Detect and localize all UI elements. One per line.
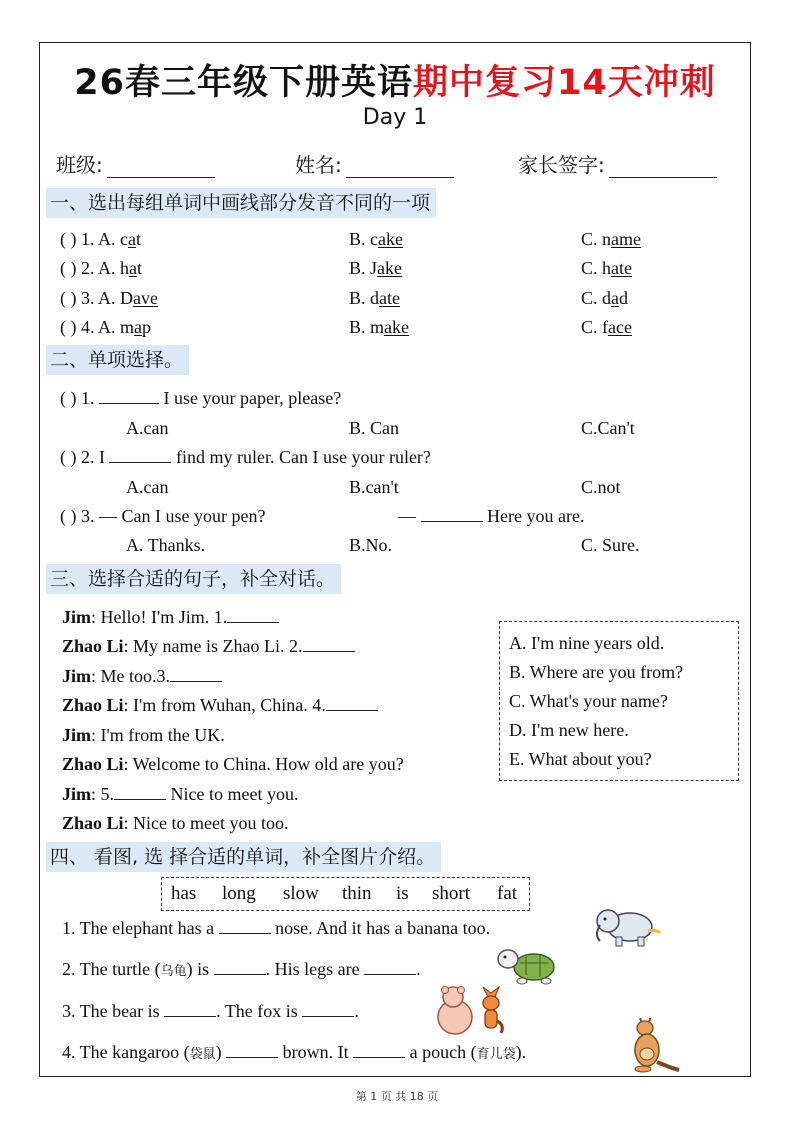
elephant-picture [590, 901, 662, 949]
option-a: A. I'm nine years old. [509, 633, 665, 653]
word-short: short [432, 883, 470, 904]
section-3-heading: 三、选择合适的句子，补全对话。 [46, 564, 341, 594]
s1-q4-option-c: C. face [581, 317, 632, 337]
s4-sentence-1: 1. The elephant has a nose. And it has a banana too. [62, 918, 491, 938]
dialogue-line-7: Jim: 5. Nice to meet you. [62, 784, 299, 804]
s2-q3-option-c: C. Sure. [581, 535, 640, 555]
kangaroo-picture [627, 1018, 682, 1074]
word-is: is [396, 883, 409, 904]
worksheet [39, 42, 751, 1077]
s4-sentence-2: 2. The turtle (乌龟) is . His legs are . [62, 959, 421, 979]
word-thin: thin [342, 883, 372, 904]
dialogue-line-8: Zhao Li: Nice to meet you too. [62, 813, 289, 833]
s2-q2-option-b: B.can't [349, 477, 399, 497]
s1-q2-option-c: C. hate [581, 258, 632, 278]
s1-q2-option-b: B. Jake [349, 258, 402, 278]
s4-sentence-3: 3. The bear is . The fox is . [62, 1001, 359, 1021]
word-fat: fat [497, 883, 518, 904]
section-2-heading: 二、单项选择。 [46, 345, 189, 375]
s1-q2-option-a: ( ) 2. A. hat [60, 258, 143, 278]
option-c: C. What's your name? [509, 691, 668, 711]
s1-q3-option-c: C. dad [581, 288, 629, 308]
s2-question-3-reply: — Here you are. [398, 506, 585, 526]
options-box [499, 621, 739, 781]
option-d: D. I'm new here. [509, 720, 629, 740]
dialogue-line-2: Zhao Li: My name is Zhao Li. 2. [62, 635, 355, 657]
s2-q2-option-c: C.not [581, 477, 621, 497]
s2-q1-option-b: B. Can [349, 418, 400, 438]
bear-and-fox-picture [433, 985, 508, 1037]
s1-q1-option-b: B. cake [349, 229, 403, 249]
word-slow: slow [283, 883, 319, 904]
s2-q3-option-a: A. Thanks. [126, 535, 206, 555]
dialogue-line-3: Jim: Me too.3. [62, 665, 222, 687]
s1-q4-option-a: ( ) 4. A. map [60, 317, 152, 337]
page-title [40, 55, 750, 105]
title-red: 期中复习14天冲刺 [413, 63, 716, 103]
s2-q2-option-a: A.can [126, 477, 169, 497]
s1-q1-option-c: C. name [581, 229, 641, 249]
option-e: E. What about you? [509, 749, 652, 769]
page-number: 第 1 页 共 18 页 [355, 1090, 439, 1103]
dialogue-line-1: Jim: Hello! I'm Jim. 1. [62, 606, 279, 628]
name-field[interactable]: 姓名: [295, 149, 454, 178]
section-1-heading: 一、选出每组单词中画线部分发音不同的一项 [46, 188, 436, 218]
s2-q1-option-a: A.can [126, 418, 169, 438]
s1-q3-option-a: ( ) 3. A. Dave [60, 288, 158, 308]
section-4-heading: 四、 看图, 选 择合适的单词，补全图片介绍。 [46, 842, 441, 872]
s1-q4-option-b: B. make [349, 317, 409, 337]
s4-sentence-4: 4. The kangaroo (袋鼠) brown. It a pouch (育儿袋). [62, 1042, 527, 1062]
s2-question-2: ( ) 2. I find my ruler. Can I use your ruler? [60, 447, 431, 467]
day-label: Day 1 [362, 105, 428, 130]
word-long: long [222, 883, 256, 904]
s2-question-3: ( ) 3. — Can I use your pen? [60, 506, 266, 526]
s1-q1-option-a: ( ) 1. A. cat [60, 229, 142, 249]
option-b: B. Where are you from? [509, 662, 684, 682]
dialogue-line-6: Zhao Li: Welcome to China. How old are you? [62, 754, 404, 774]
dialogue-line-5: Jim: I'm from the UK. [62, 725, 225, 745]
word-bank [161, 877, 530, 911]
title-black: 26春三年级下册英语 [74, 63, 413, 103]
dialogue-line-4: Zhao Li: I'm from Wuhan, China. 4. [62, 694, 378, 716]
s2-q3-option-b: B.No. [349, 535, 393, 555]
word-has: has [171, 883, 197, 904]
s2-question-1: ( ) 1. I use your paper, please? [60, 388, 342, 408]
class-field[interactable]: 班级: [56, 149, 215, 178]
parent-signature-field[interactable]: 家长签字: [518, 149, 717, 178]
s2-q1-option-c: C.Can't [581, 418, 635, 438]
s1-q3-option-b: B. date [349, 288, 400, 308]
turtle-picture [496, 943, 564, 987]
